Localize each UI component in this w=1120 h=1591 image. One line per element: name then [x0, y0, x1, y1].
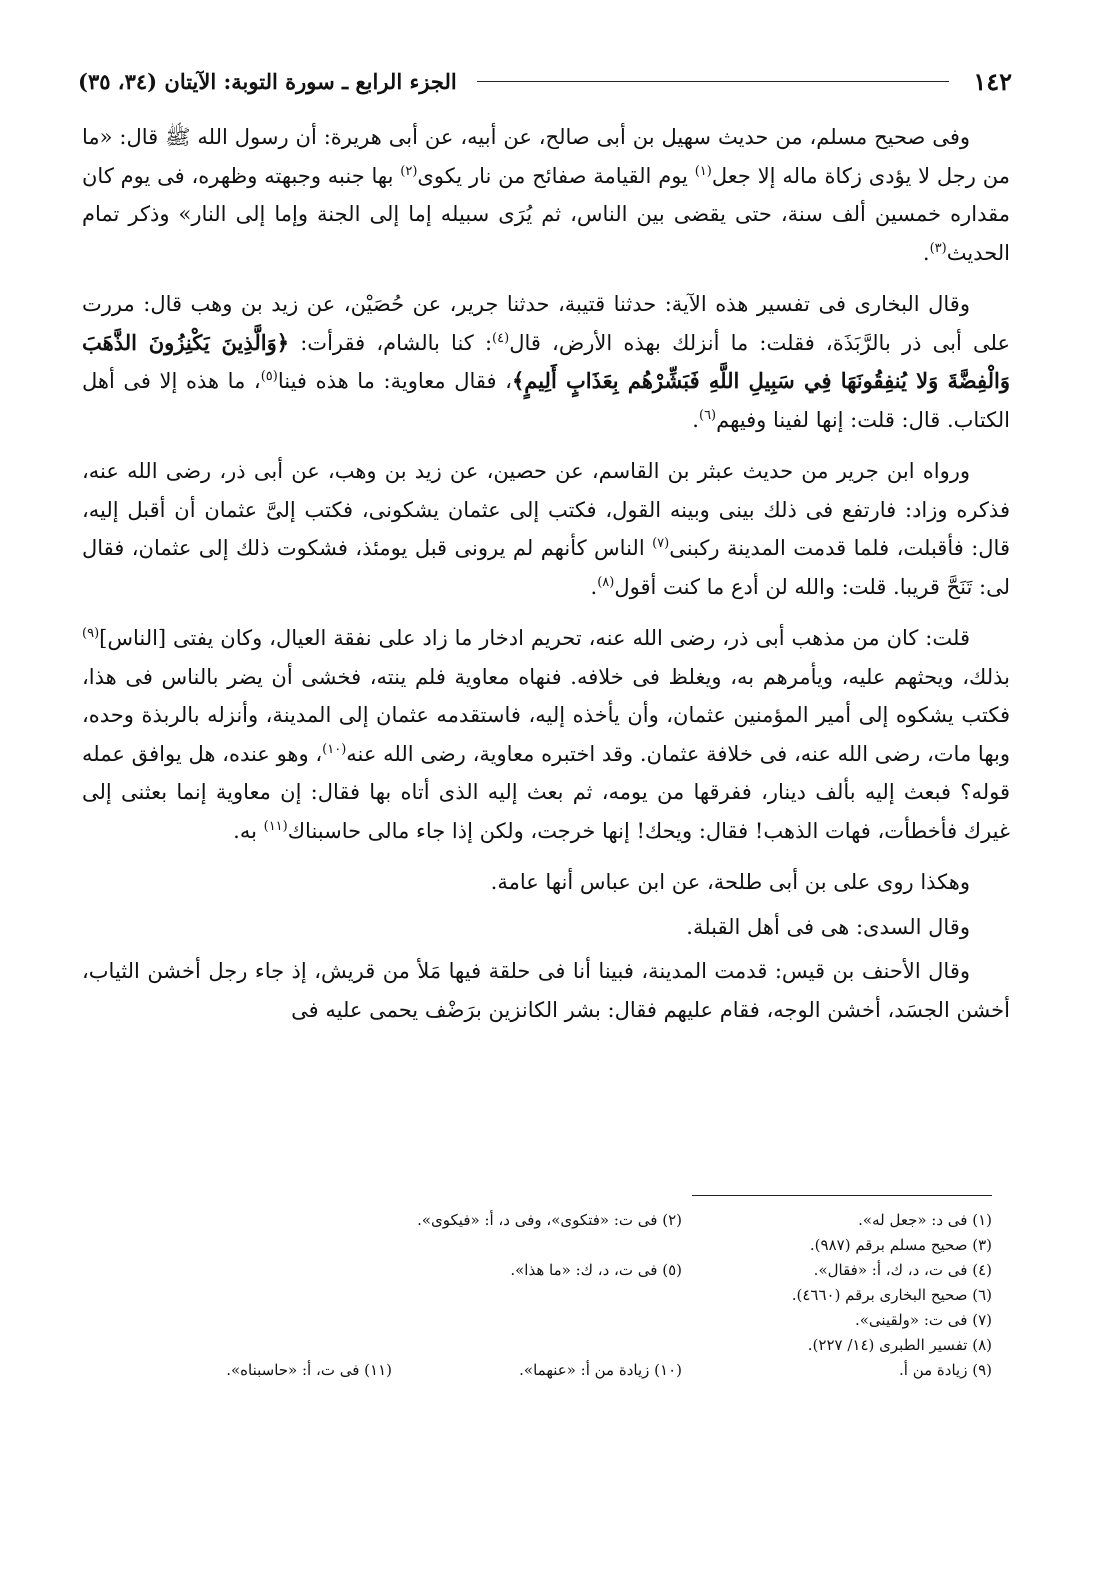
footnote-row — [112, 1283, 992, 1308]
paragraph: ورواه ابن جرير من حديث عبثر بن القاسم، عن حصين، عن زيد بن وهب، عن أبى ذر، رضى الله عنه، فذكره وزاد: فارتفع فى ذلك بينى وبينه القول، فكتب إلى عثمان يشكونى، فكتب إلىَّ عثمان أن أقبل إليه، قال: فأقبلت، فلما قدمت المدينة ركبنى$^{(٧)}$ الناس كأنهم لم يرونى قبل يومئذ، فشكوت ذلك إلى عثمان، فقال لى: تَنَحَّ قريبا. قلت: والله لن أدع ما كنت أقول$^{(٨)}$. — [82, 459, 1010, 599]
footnote: (٢) فى ت: «فتكوى»، وفى د، أ: «فيكوى». — [417, 1211, 682, 1229]
footnote-ref: (٤) — [492, 330, 510, 346]
footnote-row — [112, 1308, 992, 1333]
footnote: (٨) تفسير الطبرى (١٤/ ٢٢٧). — [807, 1336, 992, 1354]
footnote-ref: (٧) — [652, 536, 670, 551]
footnote-row — [112, 1358, 992, 1383]
header-rule — [477, 81, 950, 82]
footnote: (٣) صحيح مسلم برقم (٩٨٧). — [809, 1236, 992, 1254]
paragraph: وقال السدى: هى فى أهل القبلة. — [686, 914, 970, 939]
footnote-ref: (٨) — [597, 574, 615, 590]
paragraph: قلت: كان من مذهب أبى ذر، رضى الله عنه، تحريم ادخار ما زاد على نفقة العيال، وكان يفتى [الناس]$^{(٩)}$ بذلك، ويحثهم عليه، ويأمرهم به، ويغلظ فى خلافه. فنهاه معاوية فلم ينته، فخشى أن يضر بالناس فى هذا، فكتب يشكوه إلى أمير المؤمنين عثمان، وأن يأخذه إليه، فاستقدمه عثمان إلى المدينة، وأنزله بالربذة وحده، وبها مات، رضى الله عنه، فى خلافة عثمان. وقد اختبره معاوية، رضى الله عنه$^{(١٠)}$، وهو عنده، هل يوافق عمله قوله؟ فبعث إليه بألف دينار، ففرقها من يومه، ثم بعث إليه الذى أتاه بها فقال: إن معاوية إنما بعثنى إلى غيرك فأخطأت، فهات الذهب! فقال: ويحك! إنها خرجت، ولكن إذا جاء مالى حاسبناك$^{(١١)}$ به. — [82, 626, 1010, 843]
footnote-ref: (١١) — [263, 818, 288, 834]
paragraph: وقال الأحنف بن قيس: قدمت المدينة، فبينا أنا فى حلقة فيها مَلأ من قريش، إذ جاء رجل أخشن الثياب، أخشن الجسَد، أخشن الوجه، فقام عليهم فقال: بشر الكانزين برَضْف يحمى عليه فى — [82, 959, 1010, 1022]
quran-verse: ﴿وَالَّذِينَ يَكْنِزُونَ الذَّهَبَ وَالْفِضَّةَ وَلا يُنفِقُونَهَا فِي سَبِيلِ اللَّهِ فَبَشِّرْهُم بِعَذَابٍ أَلِيمٍ﴾ — [82, 329, 1010, 393]
paragraph: وهكذا روى على بن أبى طلحة، عن ابن عباس أنها عامة. — [490, 870, 970, 894]
footnote: (١٠) زيادة من أ: «عنهما». — [519, 1361, 682, 1379]
footnote-row — [112, 1208, 992, 1233]
footnote: (٩) زيادة من أ. — [899, 1361, 992, 1379]
footnote-row — [112, 1233, 992, 1258]
footnote-separator — [692, 1195, 992, 1196]
footnote: (١) فى د: «جعل له». — [858, 1211, 992, 1229]
footnote-ref: (١) — [694, 163, 712, 179]
main-text — [82, 118, 1010, 1042]
footnote-row — [112, 1258, 992, 1283]
footnote-row — [112, 1333, 992, 1358]
footnote: (٧) فى ت: «ولقينى». — [854, 1311, 992, 1329]
paragraph: وفى صحيح مسلم، من حديث سهيل بن أبى صالح، عن أبيه، عن أبى هريرة: أن رسول الله ﷺ قال: «ما من رجل لا يؤدى زكاة ماله إلا جعل$^{(١)}$ يوم القيامة صفائح من نار يكوى$^{(٢)}$ بها جنبه وجبهته وظهره، فى يوم كان مقداره خمسين ألف سنة، حتى يقضى بين الناس، ثم يُرَى سبيله إما إلى الجنة وإما إلى النار» وذكر تمام الحديث$^{(٣)}$. — [82, 125, 1010, 265]
footnote-ref: (٢) — [400, 163, 418, 179]
footnote-ref: (٣) — [929, 240, 947, 256]
footnote-ref: (٥) — [260, 369, 278, 384]
footnote: (٤) فى ت، د، ك، أ: «فقال». — [813, 1261, 992, 1279]
footnotes — [112, 1208, 992, 1383]
page-header — [78, 58, 1012, 104]
page-number: ١٤٢ — [973, 66, 1012, 96]
running-title: الجزء الرابع ـ سورة التوبة: الآيتان (٣٤، ٣٥) — [78, 68, 457, 94]
footnote: (١١) فى ت، أ: «حاسبناه». — [226, 1361, 392, 1379]
footnote: (٥) فى ت، د، ك: «ما هذا». — [510, 1261, 682, 1279]
paragraph: وقال البخارى فى تفسير هذه الآية: حدثنا قتيبة، حدثنا جرير، عن حُصَيْن، عن زيد بن وهب قال: مررت على أبى ذر بالرَّبَذَة، فقلت: ما أنزلك بهذه الأرض، قال$^{(٤)}$: كنا بالشام، فقرأت: ﴿وَالَّذِينَ يَكْنِزُونَ الذَّهَبَ وَالْفِضَّةَ وَلا يُنفِقُونَهَا فِي سَبِيلِ اللَّهِ فَبَشِّرْهُم بِعَذَابٍ أَلِيمٍ﴾، فقال معاوية: ما هذه فينا$^{(٥)}$، ما هذه إلا فى أهل الكتاب. قال: قلت: إنها لفينا وفيهم$^{(٦)}$. — [82, 292, 1010, 432]
footnote: (٦) صحيح البخارى برقم (٤٦٦٠). — [791, 1286, 992, 1304]
footnote-ref: (٩) — [82, 626, 100, 641]
footnote-ref: (١٠) — [322, 741, 347, 757]
footnote-ref: (٦) — [698, 407, 717, 423]
